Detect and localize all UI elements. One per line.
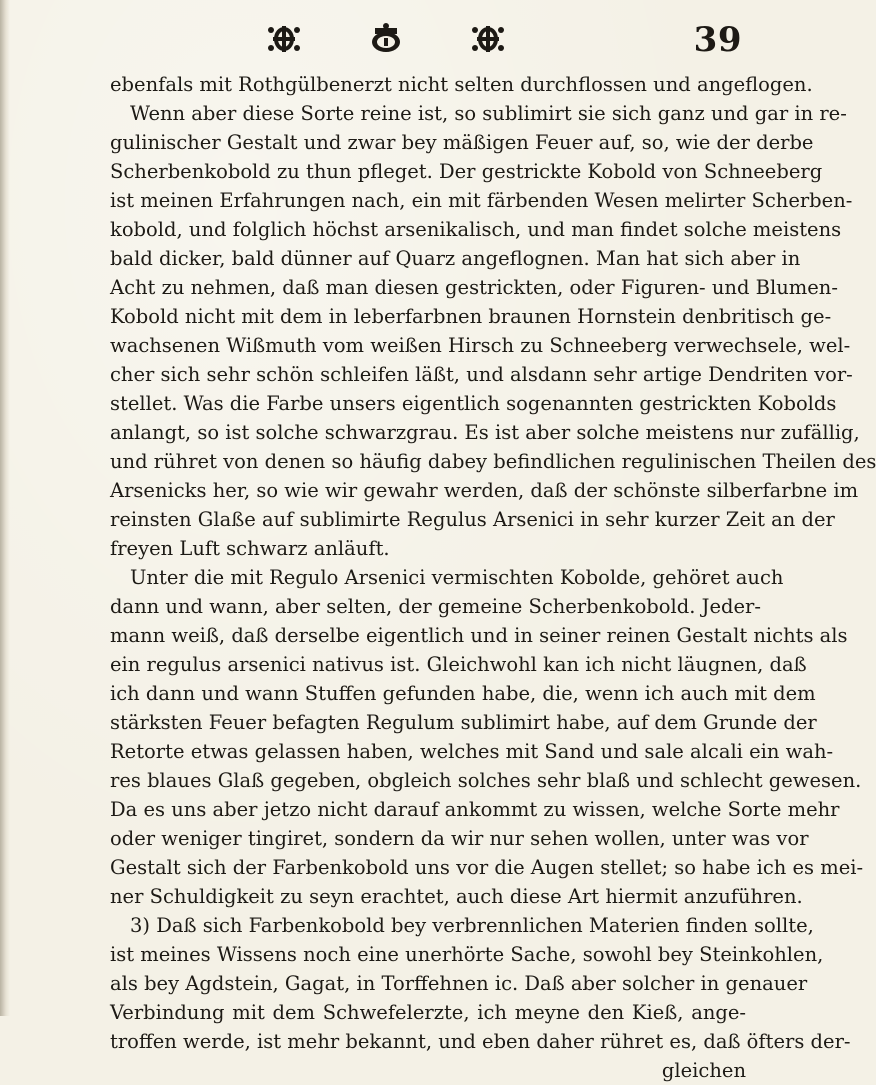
text-line: Acht zu nehmen, daß man diesen gestrickten, oder Figuren- und Blumen- <box>110 276 838 299</box>
header-ornaments <box>265 22 507 56</box>
text-line: bald dicker, bald dünner auf Quarz angeflognen. Man hat sich aber in <box>110 247 801 270</box>
text-line: Retorte etwas gelassen haben, welches mit Sand und sale alcali ein wah- <box>110 740 834 763</box>
text-line: dann und wann, aber selten, der gemeine Scherbenkobold. Jeder- <box>110 595 761 618</box>
text-line: ich dann und wann Stuffen gefunden habe, die, wenn ich auch mit dem <box>110 682 816 705</box>
text-line: ist meinen Erfahrungen nach, ein mit färbenden Wesen melirter Scherben- <box>110 189 853 212</box>
text-line: reinsten Glaße auf sublimirte Regulus Arsenici in sehr kurzer Zeit an der <box>110 508 835 531</box>
text-line: gulinischer Gestalt und zwar bey mäßigen Feuer auf, so, wie der derbe <box>110 131 814 154</box>
text-line: Gestalt sich der Farbenkobold uns vor die Augen stellet; so habe ich es mei- <box>110 856 864 879</box>
text-line: Unter die mit Regulo Arsenici vermischten Kobolde, gehöret auch <box>130 566 784 589</box>
text-line: wachsenen Wißmuth vom weißen Hirsch zu Schneeberg verwechsele, wel- <box>110 334 851 357</box>
text-line: und rühret von denen so häufig dabey befindlichen regulinischen Theilen des <box>110 450 876 473</box>
text-line: 3) Daß sich Farbenkobold bey verbrennlichen Materien finden sollte, <box>130 914 814 937</box>
text-line: als bey Agdstein, Gagat, in Torffehnen ic. Daß aber solcher in genauer <box>110 972 808 995</box>
page-binding-edge <box>0 0 10 1016</box>
text-line: Kobold nicht mit dem in leberfarbnen braunen Hornstein denbritisch ge- <box>110 305 832 328</box>
text-line: ner Schuldigkeit zu seyn erachtet, auch diese Art hiermit anzuführen. <box>110 885 803 908</box>
text-line: res blaues Glaß gegeben, obgleich solches sehr blaß und schlecht gewesen. <box>110 769 862 792</box>
text-line: Arsenicks her, so wie wir gewahr werden, daß der schönste silberfarbne im <box>110 479 859 502</box>
text-line: freyen Luft schwarz anläuft. <box>110 537 390 560</box>
text-line: ebenfals mit Rothgülbenerzt nicht selten durchflossen und angeflogen. <box>110 73 813 96</box>
text-line: ist meines Wissens noch eine unerhörte Sache, sowohl bey Steinkohlen, <box>110 943 824 966</box>
text-line: ein regulus arsenici nativus ist. Gleichwohl kan ich nicht läugnen, daß <box>110 653 807 676</box>
text-line: cher sich sehr schön schleifen läßt, und alsdann sehr artige Dendriten vor- <box>110 363 853 386</box>
text-line: mann weiß, daß derselbe eigentlich und in seiner reinen Gestalt nichts als <box>110 624 848 647</box>
fleuron-icon <box>469 22 507 56</box>
catchword: gleichen <box>661 1059 746 1082</box>
text-line: kobold, und folglich höchst arsenikalisch, und man findet solche meistens <box>110 218 842 241</box>
fleuron-icon <box>265 22 303 56</box>
text-line: Da es uns aber jetzo nicht darauf ankommt zu wissen, welche Sorte mehr <box>110 798 840 821</box>
text-line: Wenn aber diese Sorte reine ist, so sublimirt sie sich ganz und gar in re- <box>130 102 847 125</box>
body-text <box>110 70 876 1085</box>
text-line: stellet. Was die Farbe unsers eigentlich sogenannten gestrickten Kobolds <box>110 392 837 415</box>
text-line: anlangt, so ist solche schwarzgrau. Es ist aber solche meistens nur zufällig, <box>110 421 860 444</box>
text-line: troffen werde, ist mehr bekannt, und eben daher rühret es, daß öfters der- <box>110 1030 851 1053</box>
text-line: Scherbenkobold zu thun pfleget. Der gestrickte Kobold von Schneeberg <box>110 160 823 183</box>
text-line: stärksten Feuer befagten Regulum sublimirt habe, auf dem Grunde der <box>110 711 817 734</box>
page-header <box>0 18 800 70</box>
page-number: 39 <box>693 20 742 60</box>
crown-ornament-icon <box>367 22 405 56</box>
text-line: oder weniger tingiret, sondern da wir nur sehen wollen, unter was vor <box>110 827 809 850</box>
text-line: Verbindung mit dem Schwefelerzte, ich meyne den Kieß, ange- <box>110 1001 746 1024</box>
